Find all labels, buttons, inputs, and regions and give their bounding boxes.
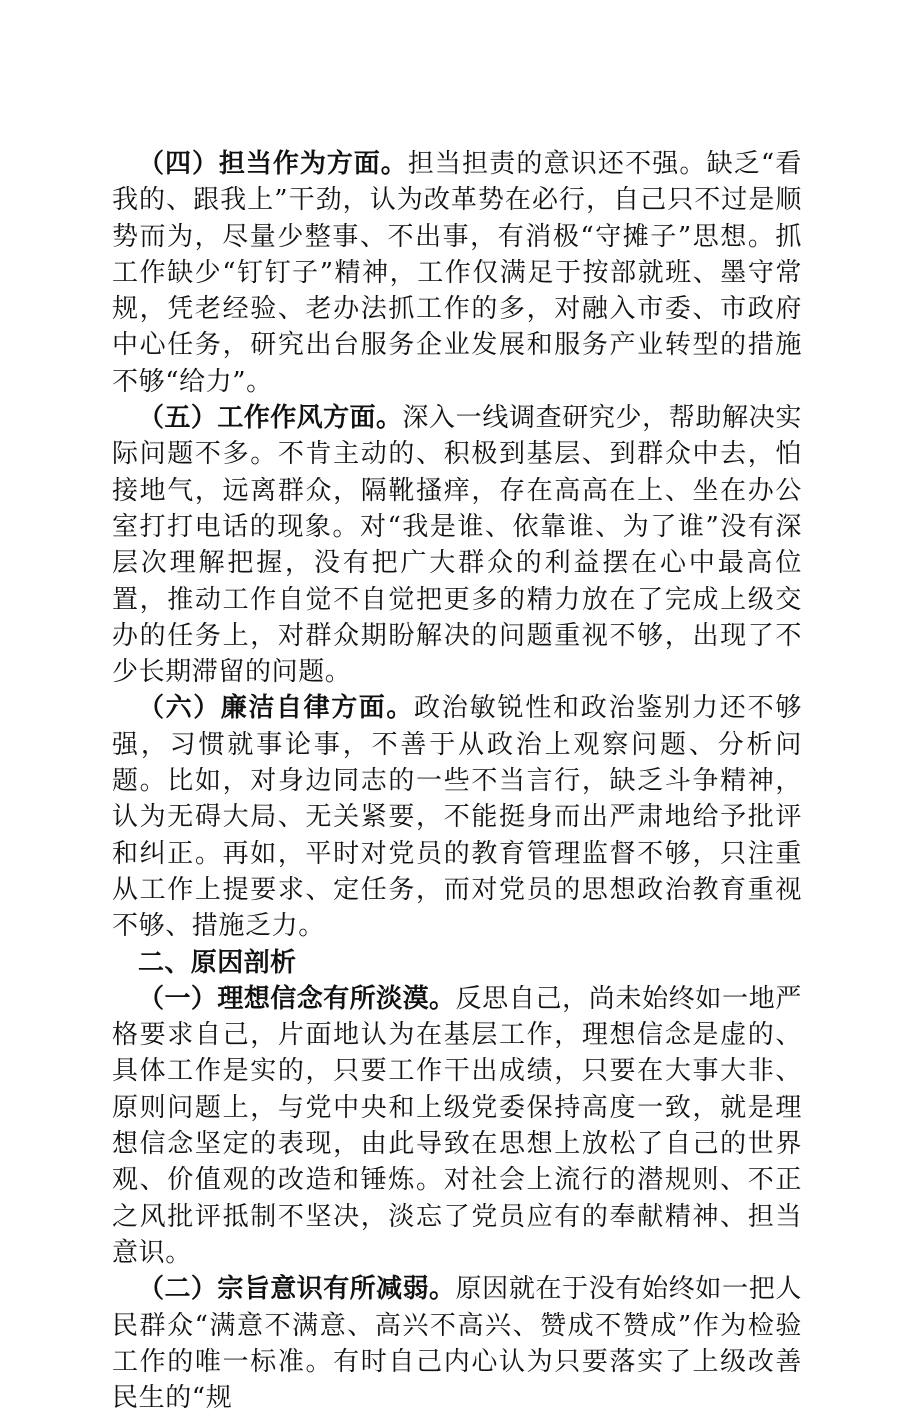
- paragraph-text: 政治敏锐性和政治鉴别力还不够强，习惯就事论事，不善于从政治上观察问题、分析问题。比如，对身边同志的一些不当言行，缺乏斗争精神，认为无碍大局、无关紧要，不能挺身而出严肃地给予批评和纠正。再如，平时对党员的教育管理监督不够，只注重从工作上提要求、定任务，而对党员的思想政治教育重视不够、措施乏力。: [112, 693, 802, 942]
- paragraph-integrity: [112, 690, 802, 944]
- paragraph-text: 反思自己，尚未始终如一地严格要求自己，片面地认为在基层工作，理想信念是虚的、具体工作是实的，只要工作干出成绩，只要在大事大非、原则问题上，与党中央和上级党委保持高度一致，就是理想信念坚定的表现，由此导致在思想上放松了自己的世界观、价值观的改造和锤炼。对社会上流行的潜规则、不正之风批评抵制不坚决，淡忘了党员应有的奉献精神、担当意识。: [112, 983, 802, 1268]
- paragraph-lead: （六）廉洁自律方面。: [138, 693, 414, 724]
- paragraph-ideals-beliefs: [112, 981, 802, 1271]
- paragraph-commitment: [112, 146, 802, 400]
- paragraph-lead: （一）理想信念有所淡漠。: [138, 983, 456, 1014]
- paragraph-lead: （五）工作作风方面。: [138, 403, 403, 434]
- section-heading-cause-analysis: 二、原因剖析: [138, 947, 297, 978]
- paragraph-text: 深入一线调查研究少，帮助解决实际问题不多。不肯主动的、积极到基层、到群众中去，怕接地气，远离群众，隔靴搔痒，存在高高在上、坐在办公室打打电话的现象。对“我是谁、依靠谁、为了谁”没有深层次理解把握，没有把广大群众的利益摆在心中最高位置，推动工作自觉不自觉把更多的精力放在了完成上级交办的任务上，对群众期盼解决的问题重视不够，出现了不少长期滞留的问题。: [112, 403, 802, 688]
- document-body: [112, 146, 802, 1416]
- paragraph-purpose-awareness: [112, 1271, 802, 1416]
- paragraph-lead: （四）担当作为方面。: [138, 149, 408, 179]
- paragraph-text: 担当担责的意识还不强。缺乏“看我的、跟我上”干劲，认为改革势在必行，自己只不过是顺势而为，尽量少整事、不出事，有消极“守摊子”思想。抓工作缺少“钉钉子”精神，工作仅满足于按部就班、墨守常规，凭老经验、老办法抓工作的多，对融入市委、市政府中心任务，研究出台服务企业发展和服务产业转型的措施不够“给力”。: [112, 149, 802, 397]
- paragraph-text: 原因就在于没有始终如一把人民群众“满意不满意、高兴不高兴、赞成不赞成”作为检验工作的唯一标准。有时自己内心认为只要落实了上级改善民生的“规: [112, 1274, 802, 1414]
- paragraph-lead: （二）宗旨意识有所减弱。: [138, 1274, 456, 1305]
- paragraph-work-style: [112, 400, 802, 690]
